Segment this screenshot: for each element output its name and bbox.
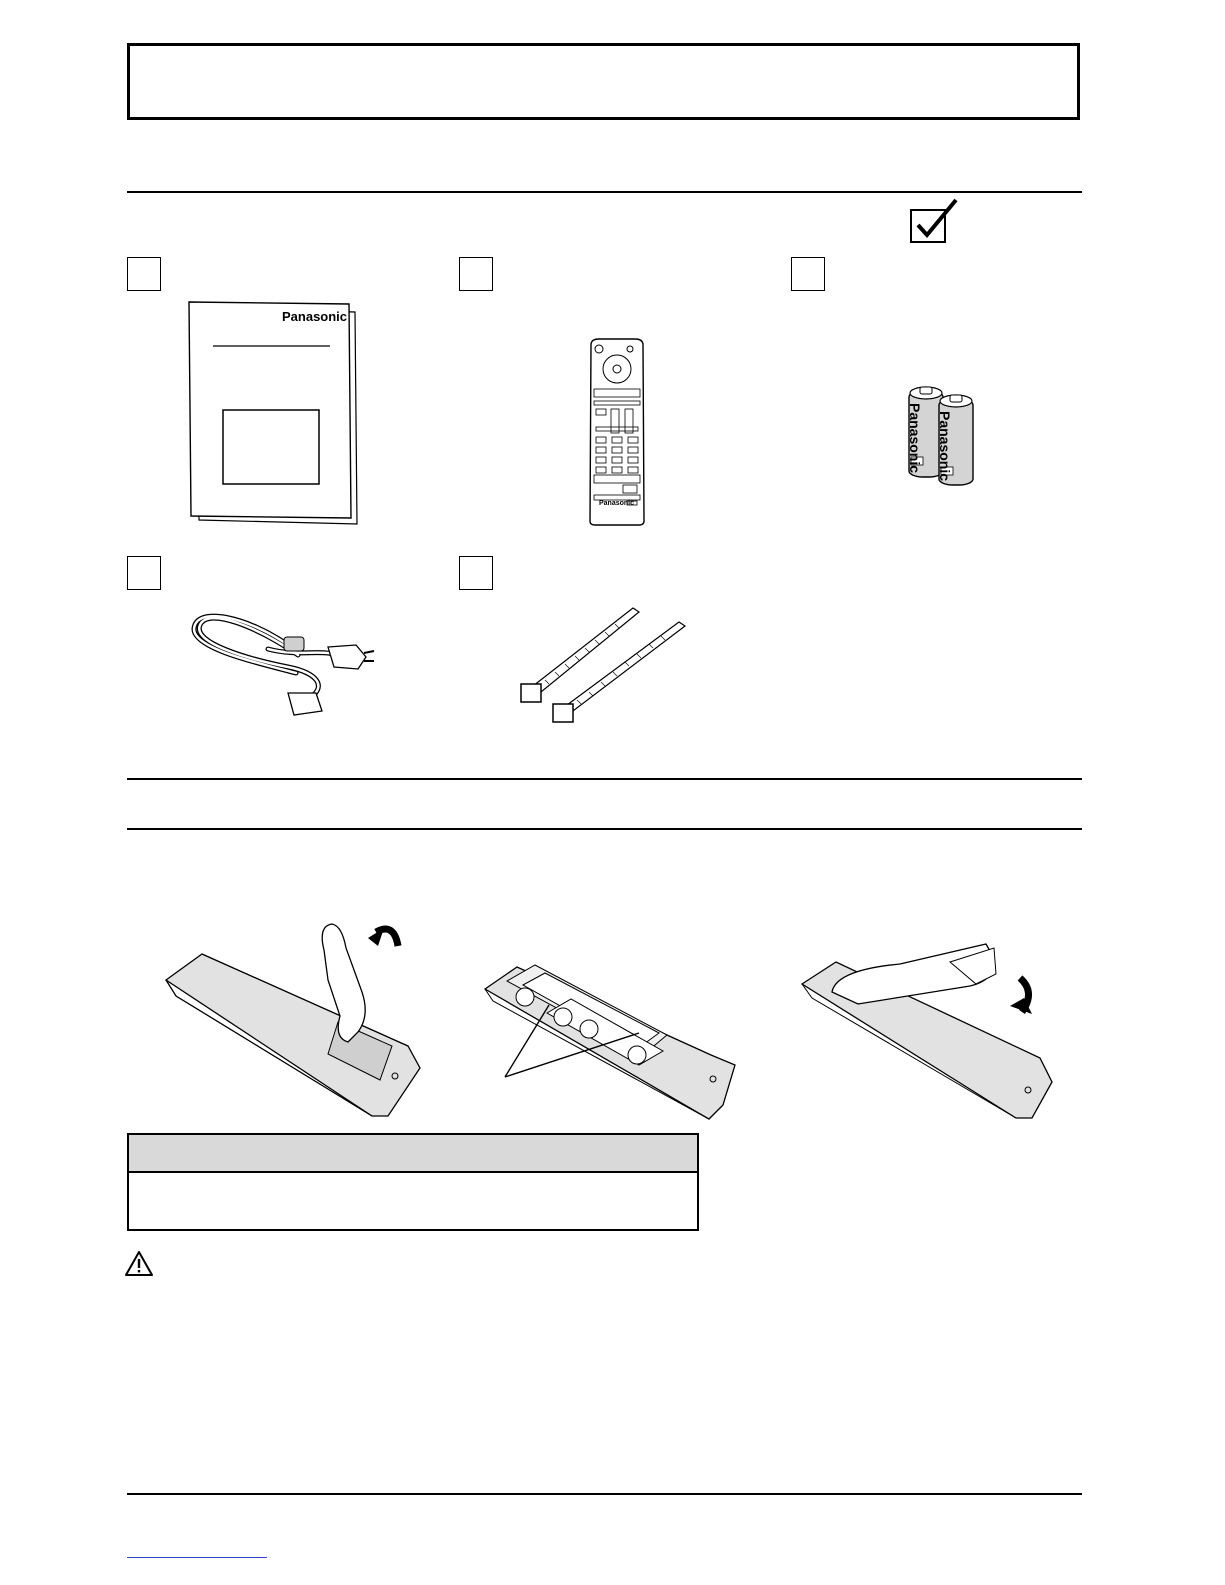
close-battery-cover-icon [800, 940, 1060, 1122]
remote-control-icon [587, 337, 647, 527]
item-checkbox-5 [459, 556, 493, 590]
item-checkbox-2 [459, 257, 493, 291]
booklet-brand-label: Panasonic [282, 309, 348, 324]
item-checkbox-3 [791, 257, 825, 291]
open-battery-cover-icon [162, 920, 432, 1120]
checkbox-checked-icon [908, 198, 960, 246]
note-box-header [127, 1133, 699, 1173]
insert-batteries-icon [483, 955, 741, 1123]
batteries-icon [905, 383, 985, 489]
item-checkbox-1 [127, 257, 161, 291]
section-divider-3 [127, 828, 1082, 830]
battery-brand-label-2: Panasonic [937, 411, 953, 482]
power-cord-icon [188, 597, 378, 727]
section-divider-accessories [127, 191, 1082, 193]
battery-brand-label-1: Panasonic [907, 403, 923, 474]
section-divider-2 [127, 778, 1082, 780]
footer-link-underline[interactable] [127, 1557, 267, 1558]
cable-ties-icon [515, 600, 695, 726]
remote-brand-label: Panasonic [599, 500, 635, 507]
page-title-box [127, 43, 1080, 120]
note-box-body [127, 1171, 699, 1231]
operating-instructions-booklet-icon [185, 300, 365, 526]
warning-triangle-icon [124, 1250, 154, 1278]
footer-divider [127, 1493, 1082, 1495]
item-checkbox-4 [127, 556, 161, 590]
